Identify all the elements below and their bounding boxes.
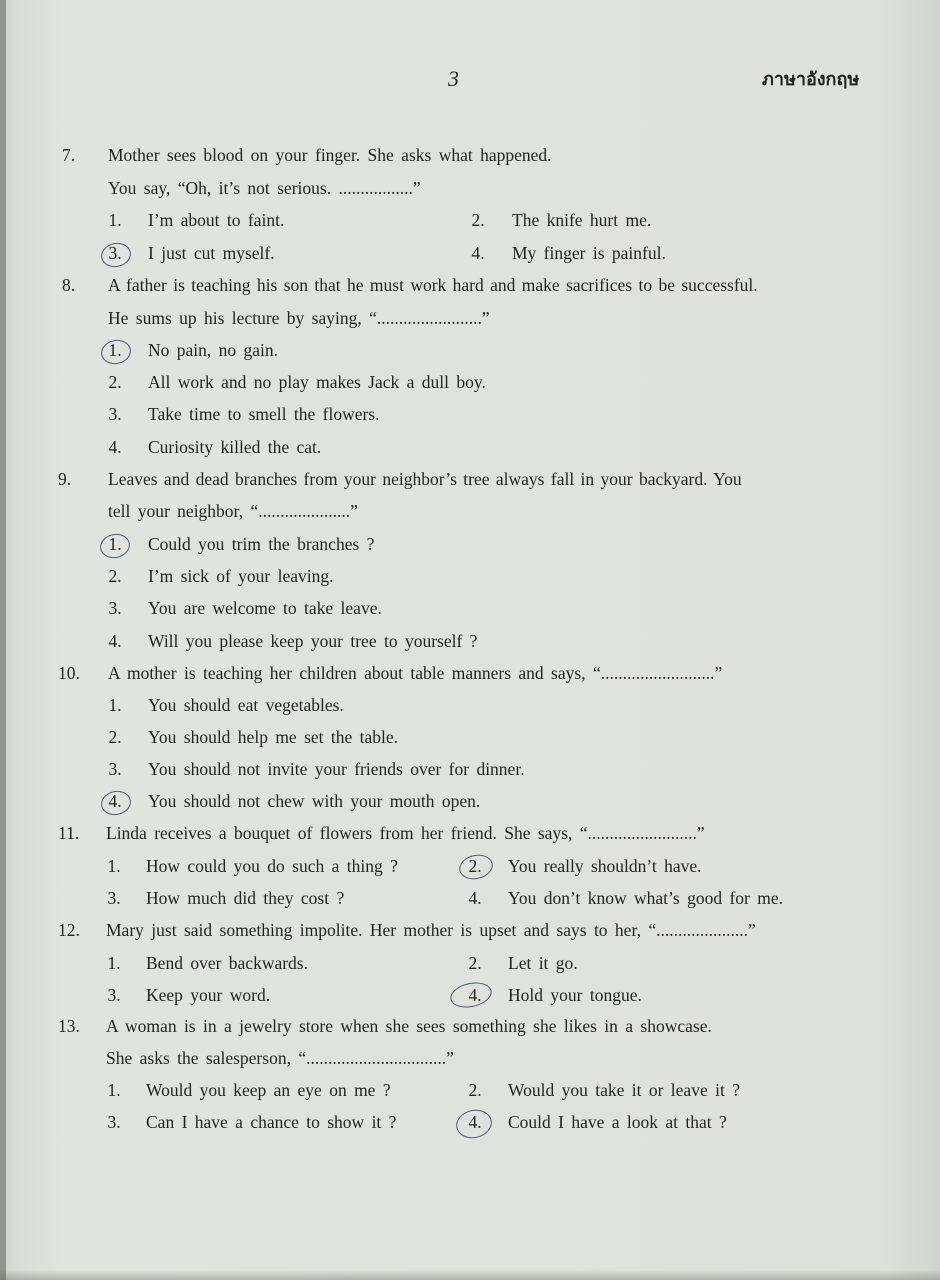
option-text: Could you trim the branches ? (148, 534, 375, 554)
option-number: 4. (471, 243, 485, 263)
question-7-text: Mother sees blood on your finger. She asks what happened. (108, 145, 552, 165)
option-text: Would you take it or leave it ? (508, 1080, 740, 1100)
option-number: 4. (108, 631, 122, 651)
option-text: Would you keep an eye on me ? (146, 1080, 391, 1100)
option-text: The knife hurt me. (512, 210, 652, 230)
option-text: Hold your tongue. (508, 985, 642, 1005)
option-text: Keep your word. (146, 985, 271, 1005)
question-12-number: 12. (58, 920, 80, 940)
option-text: You are welcome to take leave. (148, 598, 382, 618)
option-text: I’m sick of your leaving. (148, 566, 334, 586)
question-13-text: She asks the salesperson, “................................” (106, 1048, 454, 1068)
option-number: 3. (108, 404, 122, 424)
option-number: 3. (108, 759, 122, 779)
option-text: Could I have a look at that ? (508, 1112, 727, 1132)
option-text: You should help me set the table. (148, 727, 399, 747)
option-text: You should eat vegetables. (148, 695, 344, 715)
option-number: 3. (108, 243, 122, 263)
option-text: You should not chew with your mouth open. (148, 791, 481, 811)
option-number: 1. (107, 856, 121, 876)
option-number: 1. (108, 210, 122, 230)
option-text: You should not invite your friends over for dinner. (148, 759, 525, 779)
option-number: 2. (468, 856, 482, 876)
option-number: 2. (108, 566, 122, 586)
question-7-text: You say, “Oh, it’s not serious. .................” (108, 178, 421, 198)
option-text: Curiosity killed the cat. (148, 437, 322, 457)
option-text: How much did they cost ? (146, 888, 345, 908)
option-number: 3. (108, 598, 122, 618)
question-8-text: A father is teaching his son that he must work hard and make sacrifices to be successful. (108, 275, 758, 295)
question-11-text: Linda receives a bouquet of flowers from her friend. She says, “.........................” (106, 823, 705, 843)
option-text: My finger is painful. (512, 243, 666, 263)
subject-heading: ภาษาอังกฤษ (762, 69, 860, 90)
option-text: Take time to smell the flowers. (148, 404, 380, 424)
question-13-text: A woman is in a jewelry store when she sees something she likes in a showcase. (106, 1016, 712, 1036)
question-10-text: A mother is teaching her children about table manners and says, “..........................” (108, 663, 723, 683)
option-number: 3. (107, 888, 121, 908)
question-7-number: 7. (62, 145, 76, 165)
question-9-number: 9. (58, 469, 72, 489)
page-edge-shadow (0, 0, 6, 1280)
page-bottom-shadow (0, 1270, 940, 1280)
option-text: All work and no play makes Jack a dull boy. (148, 372, 486, 392)
answer-circle-mark (98, 531, 132, 561)
question-8-number: 8. (62, 275, 76, 295)
question-9-text: Leaves and dead branches from your neighbor’s tree always fall in your backyard. You (108, 469, 742, 489)
option-number: 2. (108, 372, 122, 392)
answer-circle-mark (99, 240, 133, 270)
option-number: 3. (107, 1112, 121, 1132)
page-number: 3 (448, 66, 459, 91)
option-number: 1. (108, 340, 122, 360)
question-13-number: 13. (58, 1016, 80, 1036)
answer-circle-mark (453, 1107, 494, 1142)
question-8-text: He sums up his lecture by saying, “........................” (108, 308, 490, 328)
option-number: 4. (468, 985, 482, 1005)
option-text: Bend over backwards. (146, 953, 308, 973)
option-text: Will you please keep your tree to yourself ? (148, 631, 478, 651)
option-number: 4. (108, 437, 122, 457)
option-number: 4. (108, 791, 122, 811)
option-text: You really shouldn’t have. (508, 856, 702, 876)
answer-circle-mark (99, 337, 133, 367)
question-10-number: 10. (58, 663, 80, 683)
option-number: 2. (108, 727, 122, 747)
option-number: 3. (107, 985, 121, 1005)
option-text: You don’t know what’s good for me. (508, 888, 783, 908)
option-number: 2. (471, 210, 485, 230)
option-text: I just cut myself. (148, 243, 275, 263)
option-number: 2. (468, 953, 482, 973)
question-12-text: Mary just said something impolite. Her mother is upset and says to her, “.....................” (106, 920, 756, 940)
option-text: Let it go. (508, 953, 578, 973)
option-number: 1. (107, 953, 121, 973)
answer-circle-mark (448, 979, 494, 1011)
answer-circle-mark (457, 852, 495, 883)
option-text: I’m about to faint. (148, 210, 285, 230)
option-number: 1. (108, 534, 122, 554)
option-number: 2. (468, 1080, 482, 1100)
option-number: 1. (107, 1080, 121, 1100)
option-number: 1. (108, 695, 122, 715)
option-text: Can I have a chance to show it ? (146, 1112, 397, 1132)
option-number: 4. (468, 888, 482, 908)
answer-circle-mark (99, 788, 133, 818)
question-9-text: tell your neighbor, “.....................” (108, 501, 358, 521)
question-11-number: 11. (58, 823, 80, 843)
option-text: No pain, no gain. (148, 340, 279, 360)
option-text: How could you do such a thing ? (146, 856, 398, 876)
option-number: 4. (468, 1112, 482, 1132)
